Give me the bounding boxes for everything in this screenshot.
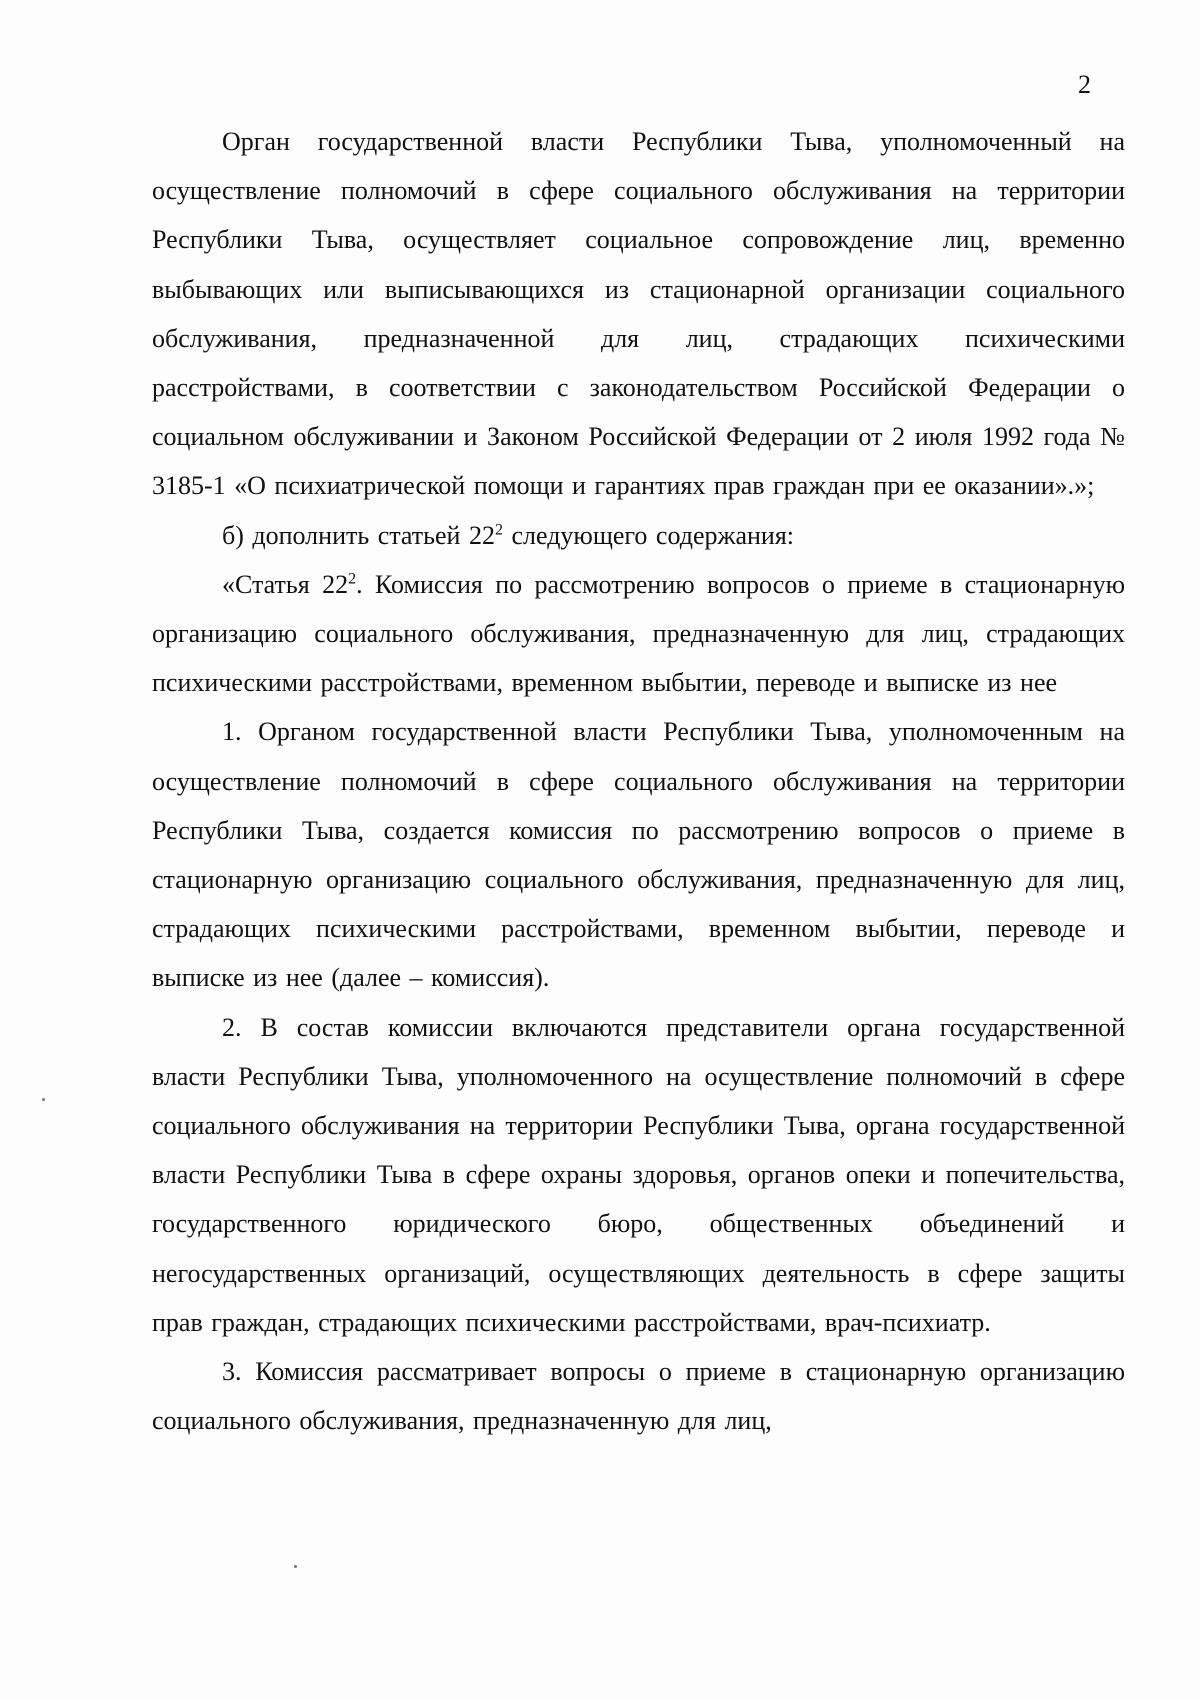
article-superscript: 2 <box>494 520 503 538</box>
paragraph-item-2: 2. В состав комиссии включаются представители органа государственной власти Республики Тыва, уполномоченного на осуществление полномочий в сфере социального обслуживания на территории Республики Тыва, органа государственной власти Республики Тыва в сфере охраны здоровья, органов опеки и попечительства, государственного юридического бюро, общественных объединений и негосударственных организаций, осуществляющих деятельность в сфере защиты прав граждан, страдающих психическими расстройствами, врач-психиатр. <box>152 1012 1125 1337</box>
article-title-end: . Комиссия по рассмотрению вопросов о приеме в стационарную организацию социального обслуживания, предназначенную для лиц, страдающих психическими расстройствами, временном выбытии, переводе и выписке из нее <box>152 569 1125 698</box>
page-number: 2 <box>1078 70 1091 99</box>
document-body <box>152 117 1125 1445</box>
paragraph-article-title <box>152 560 1125 708</box>
paragraph-item-3: 3. Комиссия рассматривает вопросы о приеме в стационарную организацию социального обслуживания, предназначенную для лиц, <box>152 1357 1125 1436</box>
paragraph-social-support: Орган государственной власти Республики Тыва, уполномоченный на осуществление полномочий в сфере социального обслуживания на территории Республики Тыва, осуществляет социальное сопровождение лиц, временно выбывающих или выписывающихся из стационарной организации социального обслуживания, предназначенной для лиц, страдающих психическими расстройствами, в соответствии с законодательством Российской Федерации о социальном обслуживании и Законом Российской Федерации от 2 июля 1992 года № 3185-1 «О психиатрической помощи и гарантиях прав граждан при ее оказании».»; <box>152 127 1125 501</box>
amendment-text-end: следующего содержания: <box>502 520 794 550</box>
article-title-start: «Статья 22 <box>222 569 349 599</box>
paragraph-amendment-b <box>152 511 1125 560</box>
article-title-superscript: 2 <box>348 570 357 588</box>
amendment-text: б) дополнить статьей 22 <box>222 520 495 550</box>
scan-speck <box>294 1565 297 1568</box>
paragraph-item-1: 1. Органом государственной власти Республики Тыва, уполномоченным на осуществление полномочий в сфере социального обслуживания на территории Республики Тыва, создается комиссия по рассмотрению вопросов о приеме в стационарную организацию социального обслуживания, предназначенную для лиц, страдающих психическими расстройствами, временном выбытии, переводе и выписке из нее (далее – комиссия). <box>152 717 1125 993</box>
scan-speck <box>42 1098 45 1101</box>
